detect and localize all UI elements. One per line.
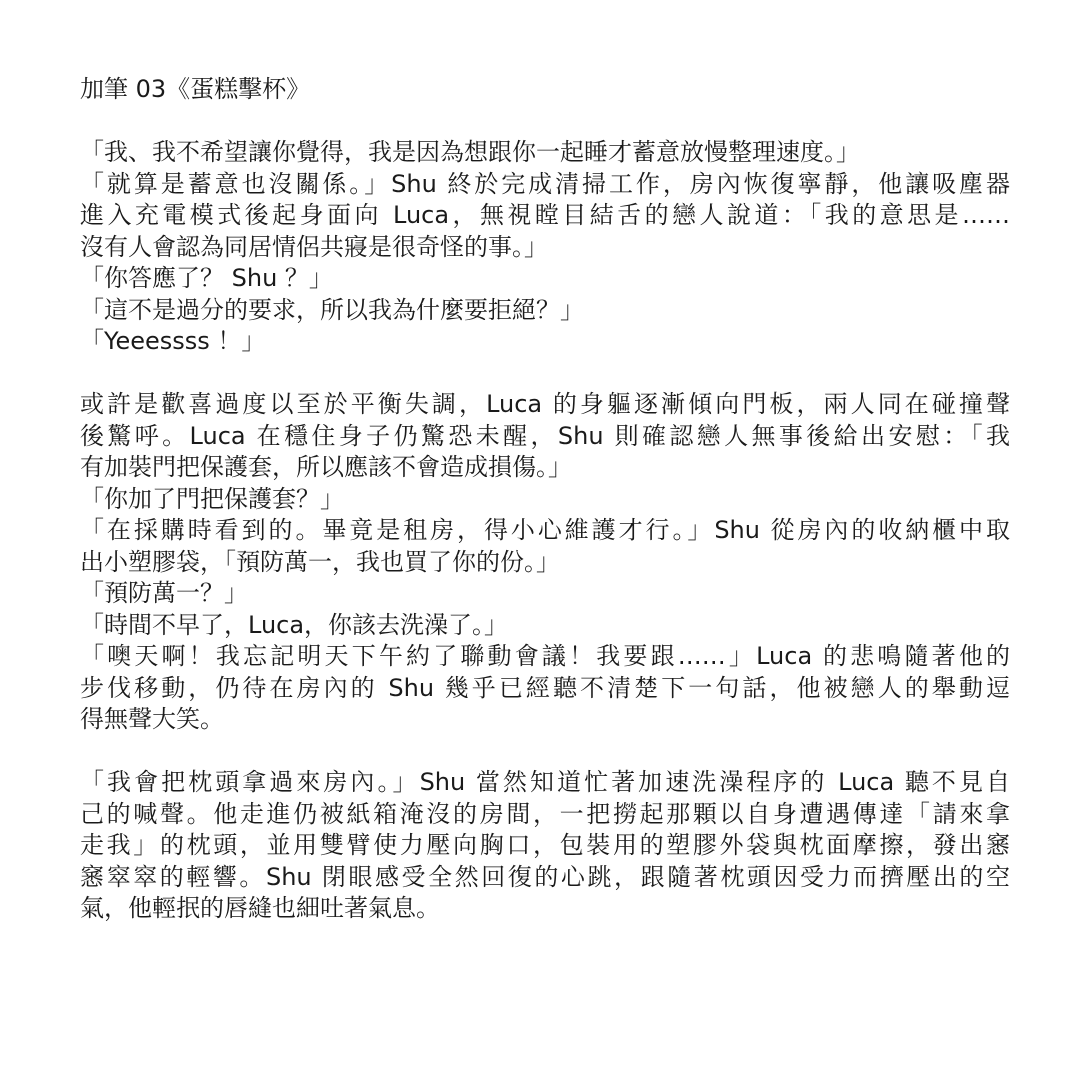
text-line: 沒有人會認為同居情侶共寢是很奇怪的事。」 [80,232,548,261]
text-line: 「你加了門把保護套？」 [80,484,344,513]
paragraph [80,137,1010,358]
document-title: 加筆 03《蛋糕擊杯》 [80,75,311,103]
text-line: 「我會把枕頭拿過來房內。」Shu 當然知道忙著加速洗澡程序的 Luca 聽不見自 [80,768,1010,796]
text-line: 「Yeeessss ！」 [80,327,266,355]
text-line: 有加裝門把保護套，所以應該不會造成損傷。」 [80,453,572,481]
text-line: 氣，他輕抿的唇縫也細吐著氣息。 [80,894,440,922]
paragraph [80,767,1010,925]
text-line: 「這不是過分的要求，所以我為什麼要拒絕？」 [80,295,584,324]
text-line: 己的喊聲。他走進仍被紙箱淹沒的房間，一把撈起那顆以自身遭遇傳達「請來拿 [80,799,1010,828]
text-line: 「噢天啊！我忘記明天下午約了聯動會議！我要跟……」Luca 的悲鳴隨著他的 [80,642,1010,670]
paragraph-spacer [80,736,1010,768]
text-line: 步伐移動，仍待在房內的 Shu 幾乎已經聽不清楚下一句話，他被戀人的舉動逗 [80,673,1010,702]
document-page [80,74,1010,925]
text-line: 「時間不早了，Luca，你該去洗澡了。」 [80,610,509,639]
text-line: 「就算是蓄意也沒關係。」Shu 終於完成清掃工作，房內恢復寧靜，他讓吸塵器 [80,169,1010,198]
text-line: 出小塑膠袋，「預防萬一，我也買了你的份。」 [80,547,560,576]
text-line: 窸窣窣的輕響。Shu 閉眼感受全然回復的心跳，跟隨著枕頭因受力而擠壓出的空 [80,862,1010,891]
text-line: 得無聲大笑。 [80,705,224,733]
spacer [80,106,1010,138]
text-line: 或許是歡喜過度以至於平衡失調，Luca 的身軀逐漸傾向門板，兩人同在碰撞聲 [80,390,1010,418]
text-line: 進入充電模式後起身面向 Luca，無視瞠目結舌的戀人說道：「我的意思是…… [80,201,1010,229]
paragraph-spacer [80,358,1010,390]
paragraph [80,389,1010,736]
text-line: 後驚呼。Luca 在穩住身子仍驚恐未醒，Shu 則確認戀人無事後給出安慰：「我 [80,421,1010,450]
text-line: 「在採購時看到的。畢竟是租房，得小心維護才行。」Shu 從房內的收納櫃中取 [80,516,1010,544]
text-line: 「你答應了？ Shu ？」 [80,264,333,292]
text-line: 走我」的枕頭，並用雙臂使力壓向胸口，包裝用的塑膠外袋與枕面摩擦，發出窸 [80,831,1010,859]
text-line: 「預防萬一？」 [80,579,248,607]
document-body [80,137,1010,925]
text-line: 「我、我不希望讓你覺得，我是因為想跟你一起睡才蓄意放慢整理速度。」 [80,138,860,166]
